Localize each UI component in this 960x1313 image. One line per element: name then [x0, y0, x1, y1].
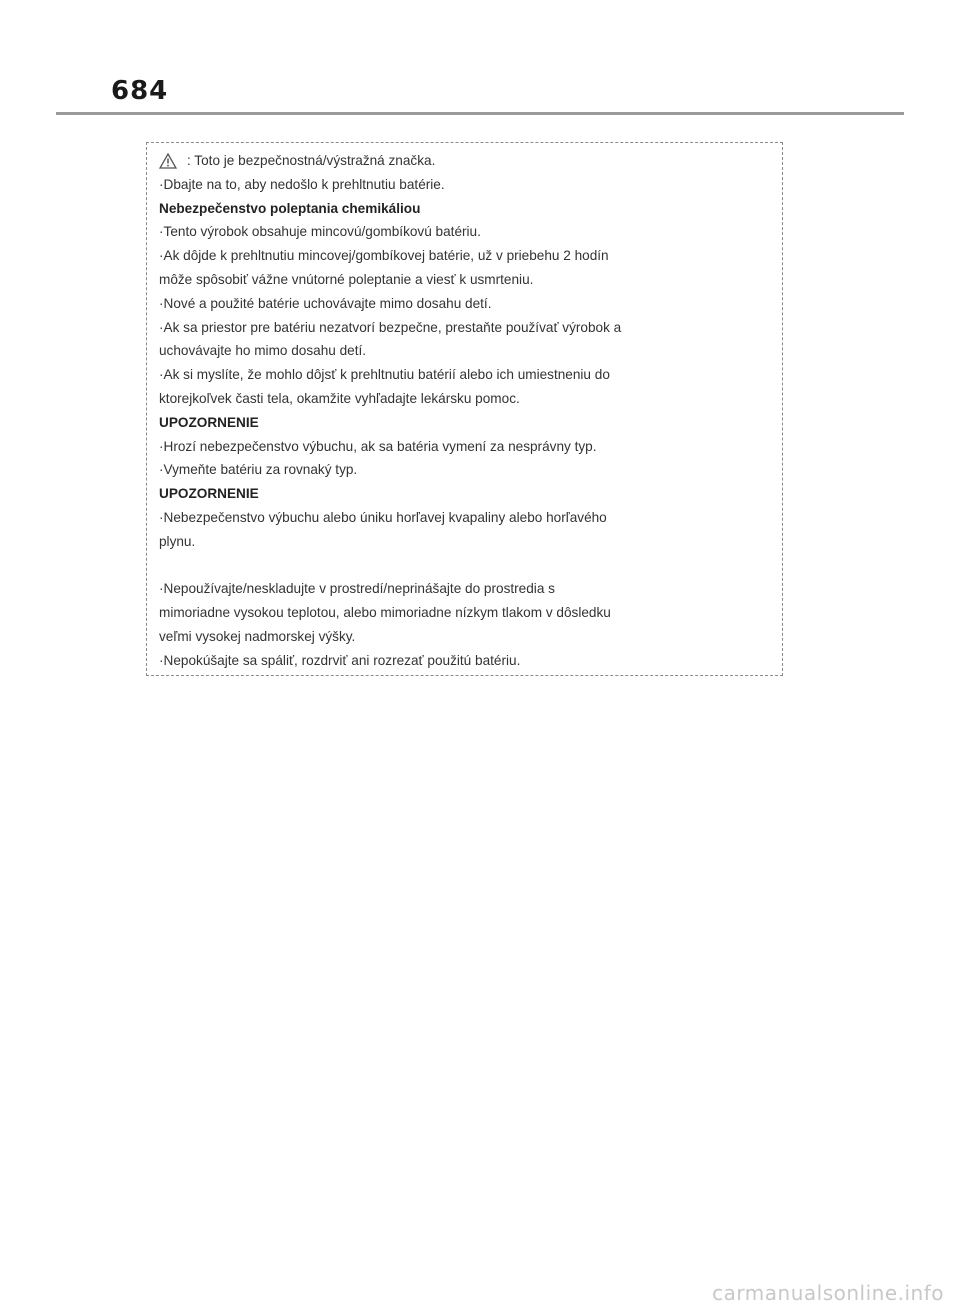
text-line: ·Nové a použité batérie uchovávajte mimo dosahu detí. [159, 295, 492, 311]
section-heading-chemical-burn: Nebezpečenstvo poleptania chemikáliou [159, 200, 421, 216]
text-line: ·Dbajte na to, aby nedošlo k prehltnutiu batérie. [159, 176, 445, 192]
page-number: 684 [111, 76, 169, 106]
text-line: ·Ak sa priestor pre batériu nezatvorí bezpečne, prestaňte používať výrobok a [159, 319, 622, 335]
text-line: ·Ak si myslíte, že mohlo dôjsť k prehltnutiu batérií alebo ich umiestneniu do [159, 367, 610, 383]
text-line: ·Hrozí nebezpečenstvo výbuchu, ak sa batéria vymení za nesprávny typ. [159, 438, 597, 454]
text-line: plynu. [159, 533, 196, 549]
header-divider [56, 112, 904, 115]
warning-triangle-icon [159, 153, 177, 169]
text-line: ·Nepokúšajte sa spáliť, rozdrviť ani rozrezať použitú batériu. [159, 652, 521, 668]
section-heading-caution: UPOZORNENIE [159, 414, 259, 430]
section-heading-caution: UPOZORNENIE [159, 486, 259, 502]
text-line: ·Ak dôjde k prehltnutiu mincovej/gombíkovej batérie, už v priebehu 2 hodín [159, 248, 609, 264]
text-line: ·Nepoužívajte/neskladujte v prostredí/neprinášajte do prostredia s [159, 581, 555, 597]
text-line: ·Nebezpečenstvo výbuchu alebo úniku horľavej kvapaliny alebo horľavého [159, 509, 607, 525]
text-line: môže spôsobiť vážne vnútorné poleptanie a viesť k usmrteniu. [159, 271, 534, 287]
blank-line [159, 554, 772, 578]
text-line: ·Vymeňte batériu za rovnaký typ. [159, 462, 358, 478]
text-line: mimoriadne vysokou teplotou, alebo mimoriadne nízkym tlakom v dôsledku [159, 605, 611, 621]
text-line: ktorejkoľvek časti tela, okamžite vyhľadajte lekársku pomoc. [159, 390, 520, 406]
text-line: ·Tento výrobok obsahuje mincovú/gombíkovú batériu. [159, 224, 481, 240]
text-line: uchovávajte ho mimo dosahu detí. [159, 343, 367, 359]
warning-symbol-line [159, 149, 772, 173]
battery-warning-box [146, 142, 783, 676]
site-watermark: carmanualsonline.info [712, 1281, 944, 1305]
warning-symbol-text: : Toto je bezpečnostná/výstražná značka. [187, 153, 436, 168]
text-line: veľmi vysokej nadmorskej výšky. [159, 628, 356, 644]
